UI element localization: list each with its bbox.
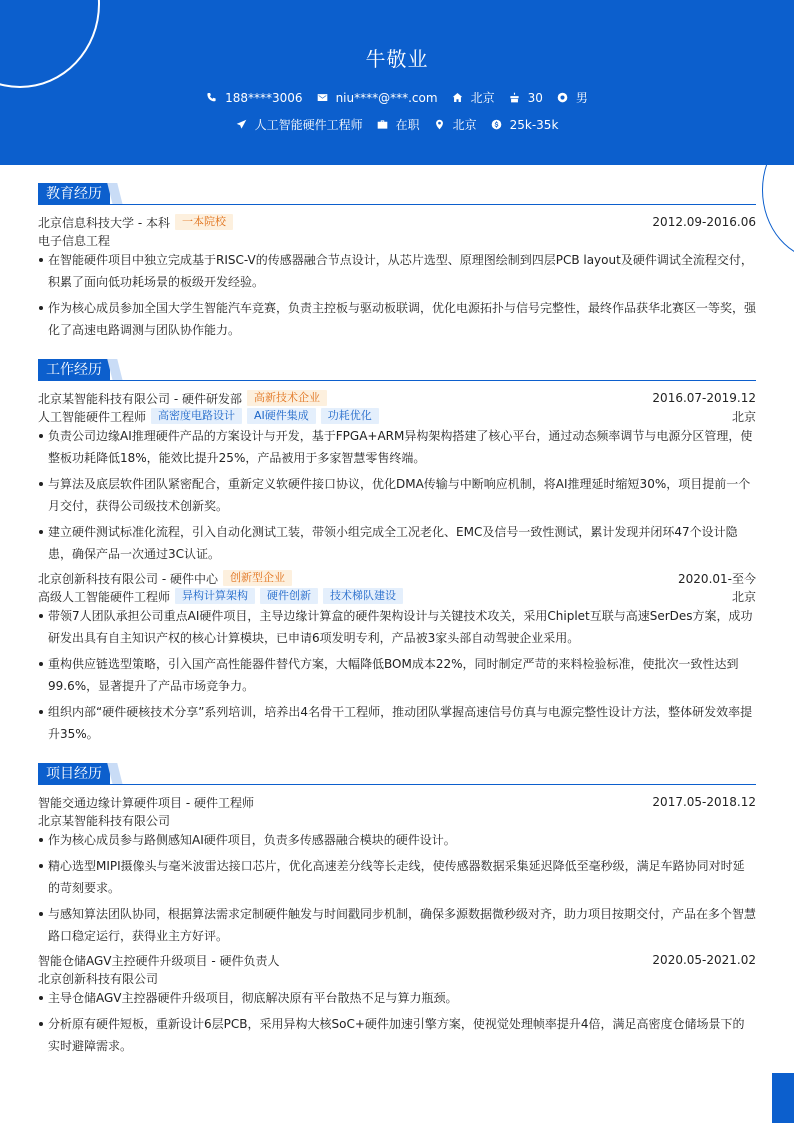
school-name: 北京信息科技大学 - 本科 — [38, 215, 170, 230]
work-city: 北京 — [731, 589, 756, 604]
project-bullet: 作为核心成员参与路侧感知AI硬件项目，负责多传感器融合模块的硬件设计。 — [38, 829, 756, 851]
work-dates: 2016.07-2019.12 — [652, 391, 756, 405]
project-org-row — [38, 811, 756, 829]
education-header — [38, 213, 756, 231]
email-icon — [317, 92, 328, 103]
education-dates: 2012.09-2016.06 — [652, 215, 756, 229]
project-org-row — [38, 969, 756, 987]
phone-item — [206, 91, 302, 105]
skill-tag: 异构计算架构 — [175, 588, 255, 604]
education-bullet: 作为核心成员参加全国大学生智能汽车竞赛，负责主控板与驱动板联调，优化电源拓扑与信号完整性，最终作品获华北赛区一等奖，强化了高速电路调测与团队协作能力。 — [38, 297, 756, 341]
skill-tag: AI硬件集成 — [247, 408, 316, 424]
work-bullet: 组织内部“硬件硬核技术分享”系列培训，培养出4名骨干工程师，推动团队掌握高速信号仿真与电源完整性设计方法，整体研发效率提升35%。 — [38, 701, 756, 745]
status-text: 在职 — [395, 118, 420, 132]
project-bullet: 精心选型MIPI摄像头与毫米波雷达接口芯片，优化高速差分线等长走线，使传感器数据采集延迟降低至毫秒级，满足车路协同对时延的苛刻要求。 — [38, 855, 756, 899]
company-name: 北京某智能科技有限公司 - 硬件研发部 — [38, 391, 242, 406]
target-position-item — [236, 116, 363, 133]
project-header — [38, 793, 756, 811]
section-divider — [38, 784, 756, 785]
project-name: 智能仓储AGV主控硬件升级项目 - 硬件负责人 — [38, 953, 280, 968]
send-icon — [236, 119, 247, 130]
work-dates: 2020.01-至今 — [678, 571, 756, 586]
work-title-row — [38, 587, 756, 605]
gender-text: 男 — [575, 91, 588, 105]
skill-tag: 技术梯队建设 — [323, 588, 403, 604]
company-name: 北京创新科技有限公司 - 硬件中心 — [38, 571, 218, 586]
project-bullet: 与感知算法团队协同，根据算法需求定制硬件触发与时间戳同步机制，确保多源数据微秒级对齐，助力项目按期交付，产品在多个智慧路口稳定运行，获得业主方好评。 — [38, 903, 756, 947]
project-org: 北京创新科技有限公司 — [38, 971, 159, 986]
email-item — [317, 91, 438, 105]
section-title-projects — [38, 763, 756, 785]
section-label: 项目经历 — [38, 763, 110, 785]
work-title-row — [38, 407, 756, 425]
work-bullet: 建立硬件测试标准化流程，引入自动化测试工装，带领小组完成全工况老化、EMC及信号一致性测试，累计发现并闭环47个设计隐患，确保产品一次通过3C认证。 — [38, 521, 756, 565]
section-title-education — [38, 183, 756, 205]
project-org: 北京某智能科技有限公司 — [38, 813, 171, 828]
age-item — [509, 91, 543, 105]
section-label: 教育经历 — [38, 183, 110, 205]
target-city-text: 北京 — [452, 118, 477, 132]
skill-tag: 硬件创新 — [260, 588, 318, 604]
project-dates: 2017.05-2018.12 — [652, 795, 756, 809]
briefcase-icon — [377, 119, 388, 130]
project-dates: 2020.05-2021.02 — [652, 953, 756, 967]
resume-header — [0, 0, 794, 165]
section-divider — [38, 380, 756, 381]
skill-tag: 功耗优化 — [321, 408, 379, 424]
home-icon — [452, 92, 463, 103]
project-bullet: 主导仓储AGV主控器硬件升级项目，彻底解决原有平台散热不足与算力瓶颈。 — [38, 987, 756, 1009]
work-bullet: 与算法及底层软件团队紧密配合，重新定义软硬件接口协议，优化DMA传输与中断响应机制，将AI推理延时缩短30%，项目提前一个月交付，获得公司级技术创新奖。 — [38, 473, 756, 517]
project-header — [38, 951, 756, 969]
project-bullet: 分析原有硬件短板，重新设计6层PCB，采用异构大核SoC+硬件加速引擎方案，使视觉处理帧率提升4倍，满足高密度仓储场景下的实时避障需求。 — [38, 1013, 756, 1057]
work-header — [38, 389, 756, 407]
location-pin-icon — [434, 119, 445, 130]
section-divider — [38, 204, 756, 205]
work-header — [38, 569, 756, 587]
work-city: 北京 — [731, 409, 756, 424]
email-text: niu****@***.com — [335, 90, 438, 105]
age-text: 30 — [527, 90, 543, 105]
candidate-name: 牛敬业 — [365, 47, 429, 71]
money-icon — [491, 119, 502, 130]
target-city-item — [434, 116, 477, 133]
skill-tag: 高密度电路设计 — [151, 408, 242, 424]
phone-icon — [206, 92, 217, 103]
project-name: 智能交通边缘计算硬件项目 - 硬件工程师 — [38, 795, 254, 810]
cake-icon — [509, 92, 520, 103]
salary-text: 25k-35k — [509, 117, 559, 132]
education-bullet: 在智能硬件项目中独立完成基于RISC-V的传感器融合节点设计，从芯片选型、原理图绘制到四层PCB layout及硬件调试全流程交付，积累了面向低功耗场景的板级开发经验。 — [38, 249, 756, 293]
work-bullet: 带领7人团队承担公司重点AI硬件项目，主导边缘计算盒的硬件架构设计与关键技术攻关，采用Chiplet互联与高速SerDes方案，成功研发出具有自主知识产权的核心计算模块，已申请6项发明专利，产品被3家头部自动驾驶企业采用。 — [38, 605, 756, 649]
section-title-work — [38, 359, 756, 381]
company-tag: 高新技术企业 — [247, 390, 327, 406]
job-intent-row — [0, 116, 794, 133]
job-title: 高级人工智能硬件工程师 — [38, 589, 171, 604]
section-label: 工作经历 — [38, 359, 110, 381]
work-bullet: 重构供应链选型策略，引入国产高性能器件替代方案，大幅降低BOM成本22%，同时制定严苛的来料检验标准，使批次一致性达到99.6%，显著提升了产品市场竞争力。 — [38, 653, 756, 697]
education-major-row — [38, 231, 756, 249]
job-title: 人工智能硬件工程师 — [38, 409, 147, 424]
school-tag: 一本院校 — [175, 214, 233, 230]
major-name: 电子信息工程 — [38, 233, 111, 248]
work-bullet: 负责公司边缘AI推理硬件产品的方案设计与开发，基于FPGA+ARM异构架构搭建了核心平台，通过动态频率调节与电源分区管理，使整板功耗降低18%，能效比提升25%，产品被用于多家智慧零售终端。 — [38, 425, 756, 469]
contact-info-row — [0, 89, 794, 106]
gender-item — [557, 89, 588, 106]
target-position-text: 人工智能硬件工程师 — [254, 118, 363, 132]
company-tag: 创新型企业 — [223, 570, 292, 586]
status-item — [377, 116, 420, 133]
hometown-item — [452, 89, 495, 106]
gender-icon — [557, 92, 568, 103]
hometown-text: 北京 — [470, 91, 495, 105]
phone-text: 188****3006 — [225, 90, 303, 105]
salary-item — [491, 118, 559, 132]
decorative-corner-block — [772, 1073, 794, 1123]
